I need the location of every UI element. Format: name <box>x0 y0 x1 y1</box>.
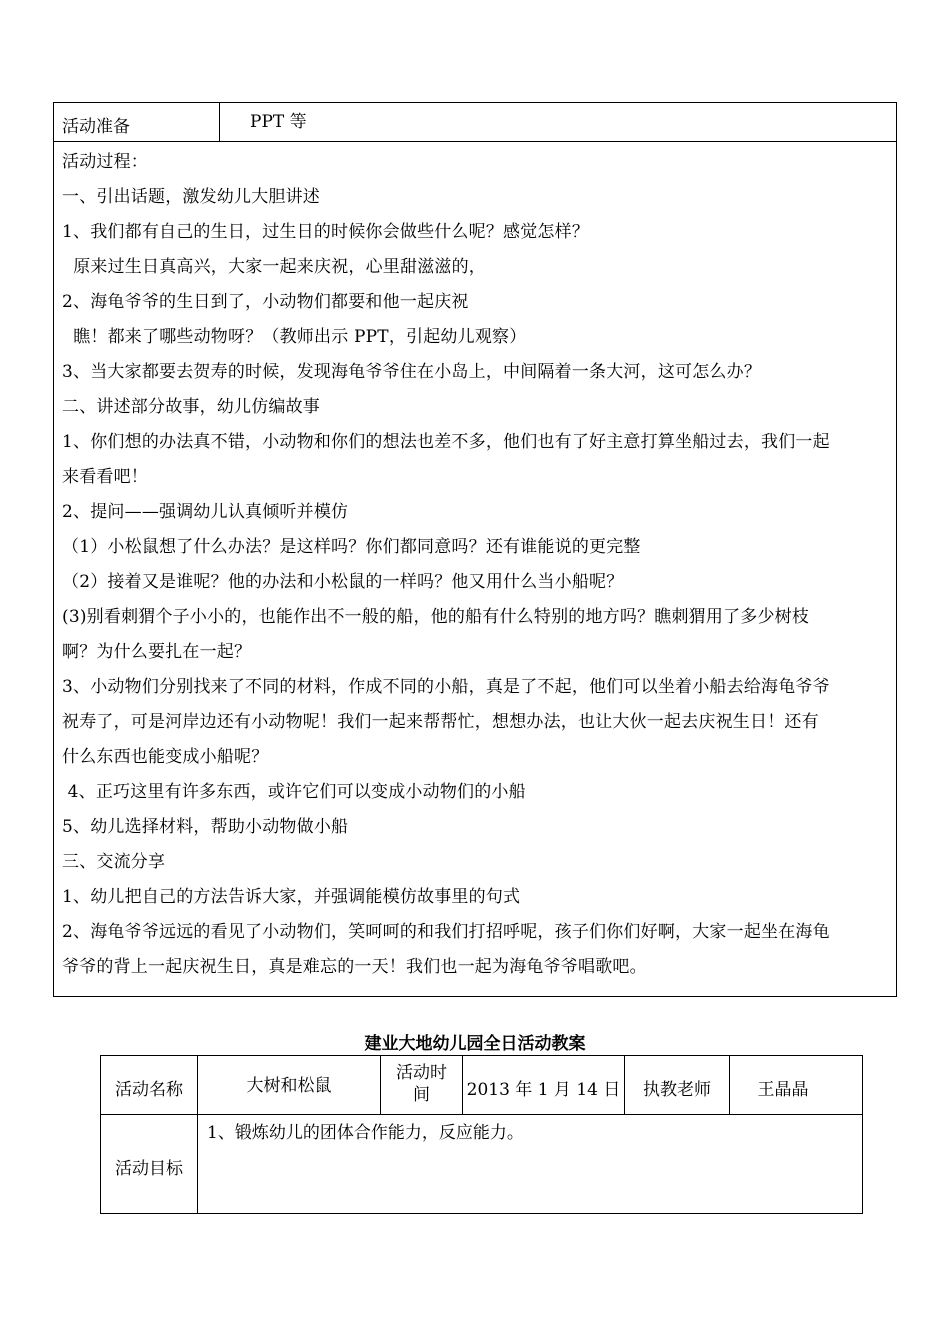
time-label-line-1: 活动时 <box>396 1063 447 1083</box>
process-line: 什么东西也能变成小船呢？ <box>62 747 269 767</box>
process-line: 一、引出话题，激发幼儿大胆讲述 <box>62 187 320 207</box>
teacher-label: 执教老师 <box>643 1080 711 1100</box>
process-line: 1、你们想的办法真不错，小动物和你们的想法也差不多，他们也有了好主意打算坐船过去，我们一起 <box>62 432 830 452</box>
process-line: （1）小松鼠想了什么办法？是这样吗？你们都同意吗？还有谁能说的更完整 <box>62 537 641 557</box>
process-line: 来看看吧！ <box>62 467 148 487</box>
goal-value: 1、锻炼幼儿的团体合作能力，反应能力。 <box>207 1123 524 1143</box>
process-line: 瞧！都来了哪些动物呀？（教师出示 PPT，引起幼儿观察） <box>62 327 527 347</box>
lesson-plan-table-1 <box>53 102 897 997</box>
process-line: 祝寿了，可是河岸边还有小动物呢！我们一起来帮帮忙，想想办法，也让大伙一起去庆祝生日！还有 <box>62 712 819 732</box>
process-line: 原来过生日真高兴，大家一起来庆祝，心里甜滋滋的， <box>62 257 487 277</box>
time-value: 2013 年 1 月 14 日 <box>466 1080 621 1100</box>
name-value: 大树和松鼠 <box>246 1076 332 1096</box>
process-line: (3)别看刺猬个子小小的，也能作出不一般的船，他的船有什么特别的地方吗？瞧刺猬用了多少树枝 <box>62 607 810 627</box>
name-label: 活动名称 <box>115 1080 183 1100</box>
process-line: 3、当大家都要去贺寿的时候，发现海龟爷爷住在小岛上，中间隔着一条大河，这可怎么办？ <box>62 362 762 382</box>
time-label-line-2: 间 <box>413 1085 430 1105</box>
process-line: （2）接着又是谁呢？他的办法和小松鼠的一样吗？他又用什么当小船呢？ <box>62 572 624 592</box>
process-line: 二、讲述部分故事，幼儿仿编故事 <box>62 397 320 417</box>
process-line: 2、海龟爷爷远远的看见了小动物们，笑呵呵的和我们打招呼呢，孩子们你们好啊，大家一起坐在海龟 <box>62 922 830 942</box>
process-line: 4、正巧这里有许多东西，或许它们可以变成小动物们的小船 <box>62 782 526 802</box>
row-divider <box>101 1114 862 1115</box>
process-line: 3、小动物们分别找来了不同的材料，作成不同的小船，真是了不起，他们可以坐着小船去给海龟爷爷 <box>62 677 830 697</box>
teacher-value: 王晶晶 <box>757 1080 809 1100</box>
goal-label: 活动目标 <box>115 1159 183 1179</box>
process-line: 三、交流分享 <box>62 852 166 872</box>
process-line: 2、提问——强调幼儿认真倾听并模仿 <box>62 502 349 522</box>
process-line: 1、我们都有自己的生日，过生日的时候你会做些什么呢？感觉怎样？ <box>62 222 590 242</box>
process-line: 爷爷的背上一起庆祝生日，真是难忘的一天！我们也一起为海龟爷爷唱歌吧。 <box>62 957 647 977</box>
prep-divider <box>219 103 220 141</box>
process-line: 活动过程： <box>62 152 148 172</box>
prep-value: PPT 等 <box>250 112 307 132</box>
lesson-plan-title: 建业大地幼儿园全日活动教案 <box>364 1034 586 1054</box>
time-label <box>381 1062 462 1106</box>
prep-label: 活动准备 <box>62 117 130 137</box>
process-line: 1、幼儿把自己的方法告诉大家，并强调能模仿故事里的句式 <box>62 887 521 907</box>
lesson-plan-table-2 <box>100 1055 863 1214</box>
prep-row <box>54 103 896 142</box>
process-line: 2、海龟爷爷的生日到了，小动物们都要和他一起庆祝 <box>62 292 469 312</box>
process-line: 5、幼儿选择材料，帮助小动物做小船 <box>62 817 349 837</box>
activity-process <box>62 145 894 985</box>
process-line: 啊？为什么要扎在一起？ <box>62 642 252 662</box>
